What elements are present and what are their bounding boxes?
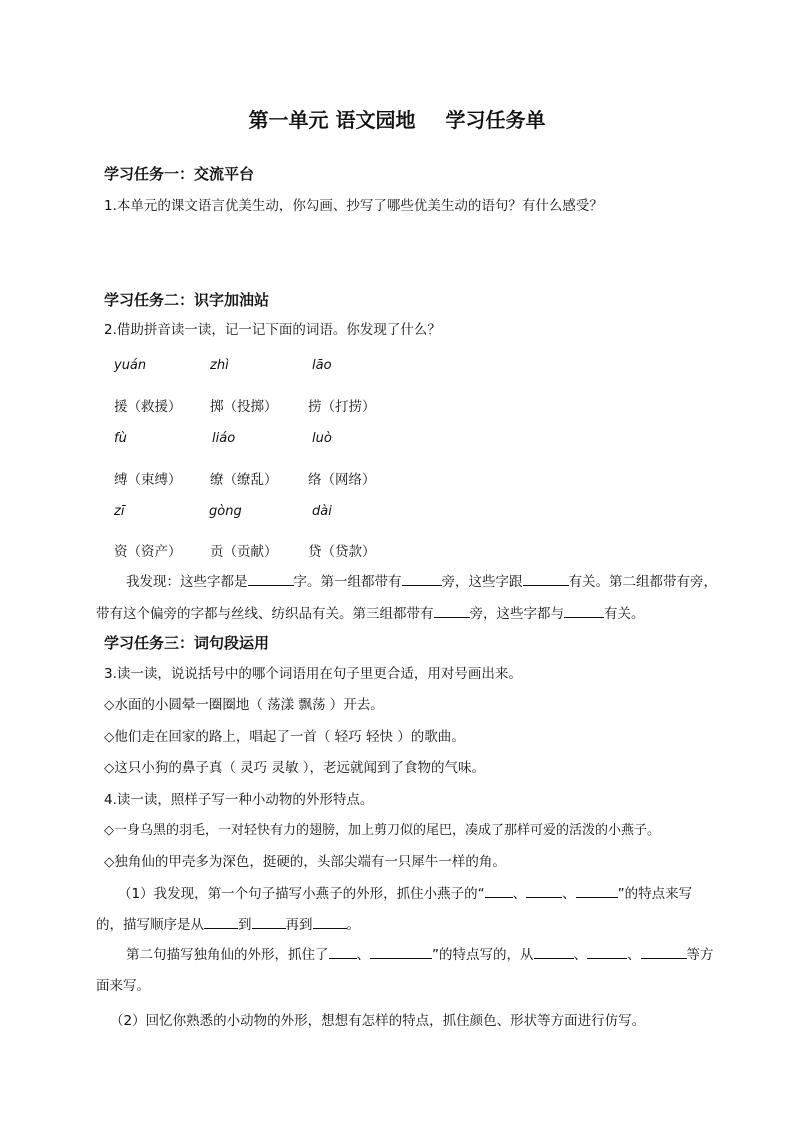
title-part1: 第一单元 语文园地 — [248, 108, 416, 132]
question-4: 4.读一读，照样子写一种小动物的外形特点。 — [104, 792, 374, 808]
answer-blank[interactable] — [564, 603, 604, 618]
pinyin: luò — [312, 431, 332, 446]
answer-blank[interactable] — [641, 944, 687, 959]
question-1: 1.本单元的课文语言优美生动，你勾画、抄写了哪些优美生动的语句？有什么感受？ — [104, 198, 603, 214]
pinyin: gòng — [209, 504, 242, 519]
q3-item: ◇他们走在回家的路上，唱起了一首（ 轻巧 轻快 ）的歌曲。 — [104, 729, 465, 745]
answer-blank[interactable] — [329, 944, 357, 959]
task3-heading: 学习任务三：词句段运用 — [104, 634, 270, 652]
answer-blank[interactable] — [402, 571, 442, 586]
word: 捞（打捞） — [308, 399, 376, 415]
answer-blank[interactable] — [434, 603, 470, 618]
answer-blank[interactable] — [248, 571, 294, 586]
answer-blank[interactable] — [485, 883, 513, 898]
word: 贷（贷款） — [308, 544, 376, 560]
answer-blank[interactable] — [576, 883, 618, 898]
answer-blank[interactable] — [204, 914, 238, 929]
pinyin: zhì — [210, 358, 229, 373]
word: 掷（投掷） — [210, 399, 278, 415]
word: 缚（束缚） — [114, 472, 182, 488]
q3-item: ◇水面的小圆晕一圈圈地（ 荡漾 飘荡 ）开去。 — [104, 697, 384, 713]
pinyin: liáo — [212, 431, 236, 446]
word: 援（救援） — [114, 399, 182, 415]
question-3: 3.读一读，说说括号中的哪个词语用在句子里更合适，用对号画出来。 — [104, 666, 522, 682]
task1-heading: 学习任务一：交流平台 — [104, 165, 255, 183]
word: 贡（贡献） — [210, 544, 278, 560]
word: 缭（缭乱） — [210, 472, 278, 488]
title-part2: 学习任务单 — [445, 108, 546, 132]
answer-blank[interactable] — [523, 571, 569, 586]
pinyin: fù — [114, 431, 127, 446]
pinyin: yuán — [114, 358, 147, 373]
sub-question-2: （2）回忆你熟悉的小动物的外形，想想有怎样的特点，抓住颜色、形状等方面进行仿写。 — [110, 1013, 646, 1029]
answer-blank[interactable] — [526, 883, 562, 898]
sub-question-1b: 第二句描写独角仙的外形，抓住了 、 ”的特点写的，从 、 、 等方面来写。 — [96, 940, 718, 1002]
pinyin: zī — [114, 504, 125, 519]
q4-item: ◇独角仙的甲壳多为深色，挺硬的，头部尖端有一只犀牛一样的角。 — [104, 854, 506, 870]
question-2: 2.借助拼音读一读，记一记下面的词语。你发现了什么？ — [104, 322, 441, 338]
sub-question-1: （1）我发现，第一个句子描写小燕子的外形，抓住小燕子的“ 、 、 ”的特点来写的，描写顺序是从 到 再到 。 — [96, 879, 718, 941]
pinyin: dài — [312, 504, 332, 519]
q3-item: ◇这只小狗的鼻子真（ 灵巧 灵敏 ），老远就闻到了食物的气味。 — [104, 760, 486, 776]
answer-blank[interactable] — [370, 944, 432, 959]
word: 络（网络） — [308, 472, 376, 488]
answer-blank[interactable] — [587, 944, 627, 959]
answer-blank[interactable] — [252, 914, 286, 929]
page-title — [0, 104, 794, 133]
answer-blank[interactable] — [534, 944, 574, 959]
word: 资（资产） — [114, 544, 182, 560]
task2-heading: 学习任务二：识字加油站 — [104, 291, 270, 309]
pinyin: lāo — [312, 358, 332, 373]
answer-blank[interactable] — [313, 914, 347, 929]
discovery-paragraph: 我发现：这些字都是 字。第一组都带有 旁，这些字跟 有关。第二组都带有旁，带有这个偏旁的字都与丝线、纺织品有关。第三组都带有 旁，这些字都与 有关。 — [96, 566, 718, 630]
q4-item: ◇一身乌黑的羽毛，一对轻快有力的翅膀，加上剪刀似的尾巴，凑成了那样可爱的活泼的小燕子。 — [104, 823, 660, 838]
